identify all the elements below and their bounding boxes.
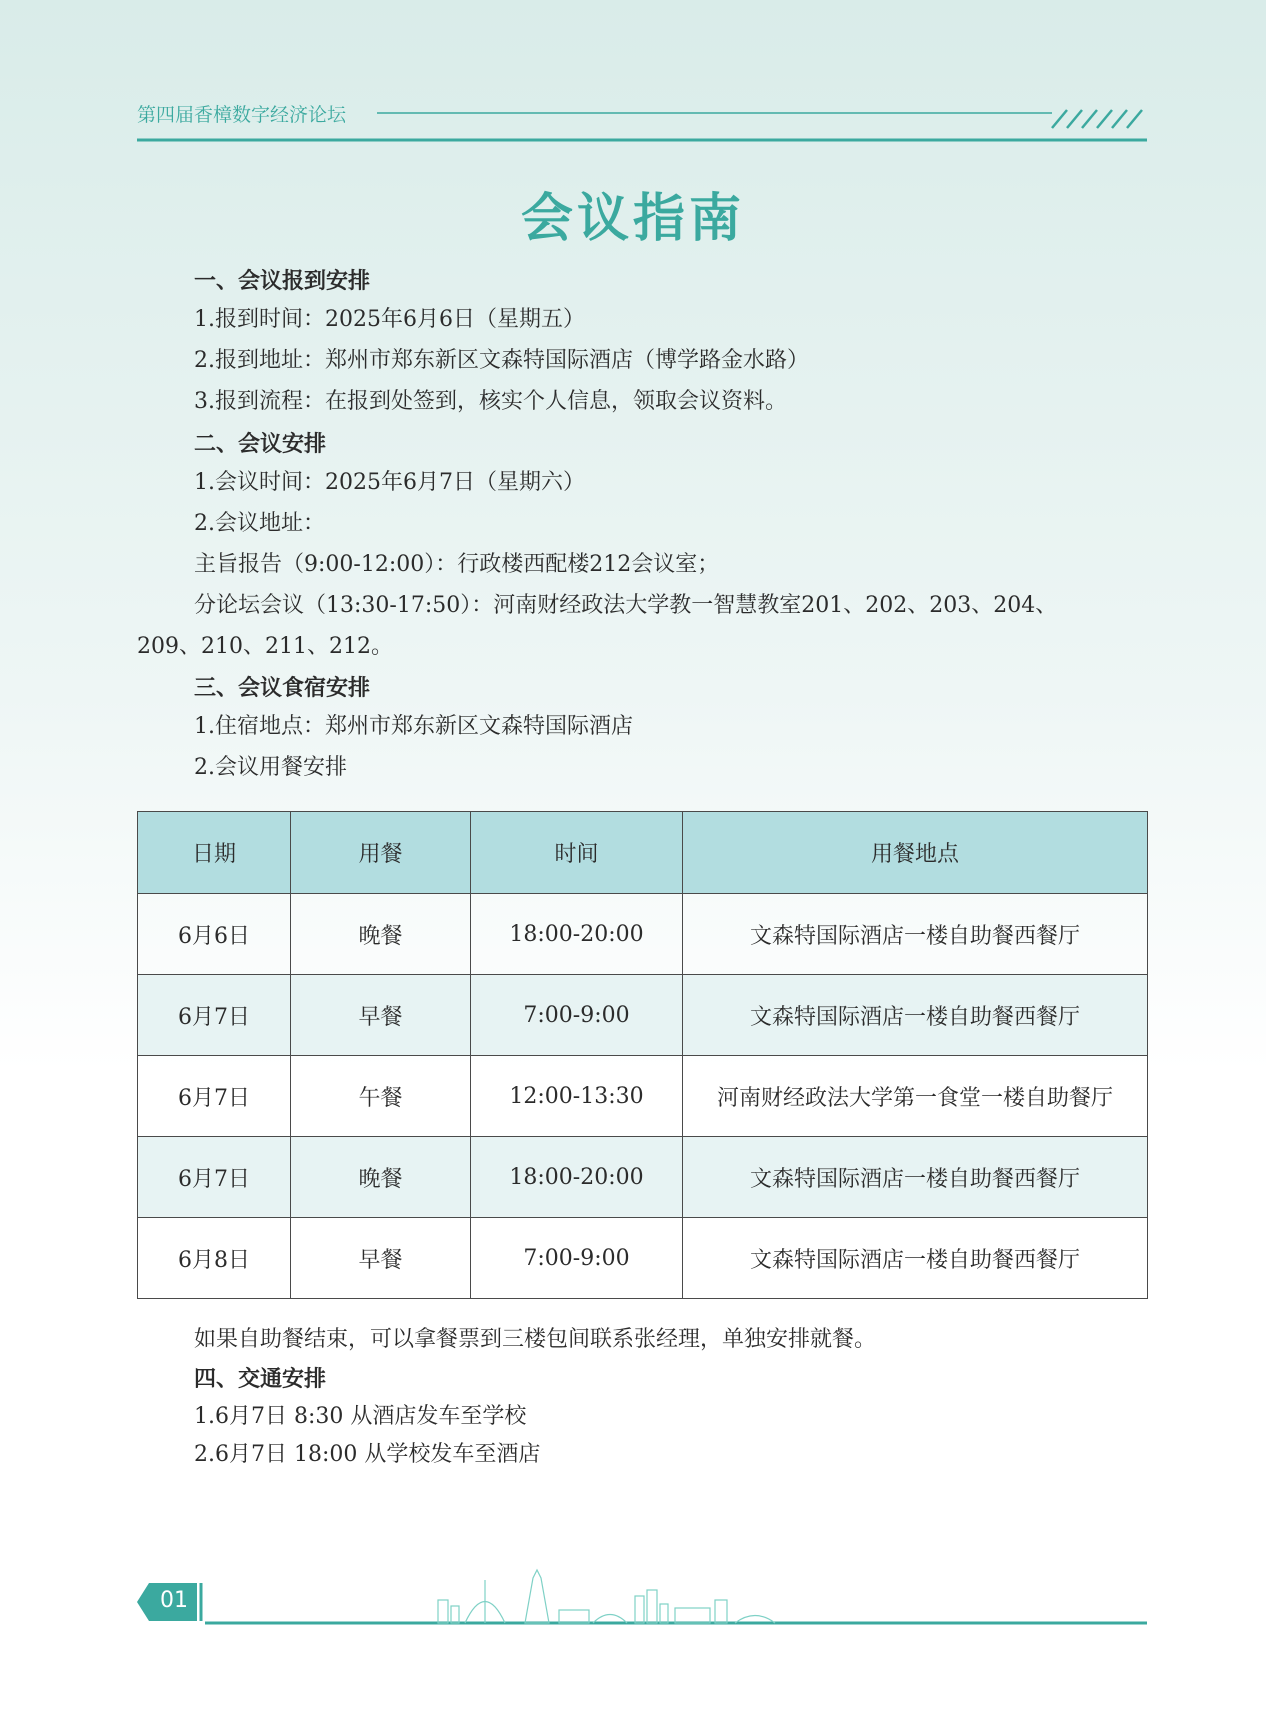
- cell-time: 7:00-9:00: [471, 1218, 683, 1299]
- city-skyline-icon: [438, 1570, 775, 1623]
- cell-location: 文森特国际酒店一楼自助餐西餐厅: [683, 1218, 1148, 1299]
- sub-forum-info: 分论坛会议（13:30-17:50）：河南财经政法大学教一智慧教室201、202、203、204、: [194, 593, 1058, 618]
- table-row: [138, 1056, 1148, 1137]
- cell-date: 6月8日: [138, 1218, 291, 1299]
- meeting-address-label: 2.会议地址：: [194, 511, 325, 536]
- section-heading-transport: 四、交通安排: [194, 1367, 327, 1392]
- cell-location: 河南财经政法大学第一食堂一楼自助餐厅: [683, 1056, 1148, 1137]
- cell-date: 6月7日: [138, 975, 291, 1056]
- cell-location: 文森特国际酒店一楼自助餐西餐厅: [683, 975, 1148, 1056]
- registration-time: 1.报到时间：2025年6月6日（星期五）: [194, 307, 585, 332]
- transport-morning: 1.6月7日 8:30 从酒店发车至学校: [194, 1404, 527, 1429]
- cell-date: 6月7日: [138, 1056, 291, 1137]
- page-number: 01: [160, 1588, 188, 1613]
- header-rule-decoration: [137, 103, 1147, 143]
- transport-evening: 2.6月7日 18:00 从学校发车至酒店: [194, 1442, 541, 1467]
- table-row: [138, 975, 1148, 1056]
- cell-meal: 晚餐: [291, 1137, 471, 1218]
- lodging-location: 1.住宿地点：郑州市郑东新区文森特国际酒店: [194, 714, 633, 739]
- footer-decoration: [135, 1560, 1147, 1630]
- column-header-date: 日期: [138, 812, 291, 894]
- cell-location: 文森特国际酒店一楼自助餐西餐厅: [683, 894, 1148, 975]
- section-heading-board-lodging: 三、会议食宿安排: [194, 676, 371, 701]
- meeting-time: 1.会议时间：2025年6月7日（星期六）: [194, 470, 585, 495]
- cell-time: 7:00-9:00: [471, 975, 683, 1056]
- cell-time: 12:00-13:30: [471, 1056, 683, 1137]
- table-row: [138, 894, 1148, 975]
- cell-meal: 午餐: [291, 1056, 471, 1137]
- column-header-meal: 用餐: [291, 812, 471, 894]
- cell-location: 文森特国际酒店一楼自助餐西餐厅: [683, 1137, 1148, 1218]
- cell-date: 6月7日: [138, 1137, 291, 1218]
- sub-forum-info-continued: 209、210、211、212。: [137, 634, 393, 659]
- column-header-time: 时间: [471, 812, 683, 894]
- section-heading-registration: 一、会议报到安排: [194, 269, 371, 294]
- cell-meal: 晚餐: [291, 894, 471, 975]
- running-header-title: 第四届香樟数字经济论坛: [137, 104, 347, 126]
- cell-date: 6月6日: [138, 894, 291, 975]
- section-heading-meeting: 二、会议安排: [194, 432, 327, 457]
- cell-time: 18:00-20:00: [471, 894, 683, 975]
- cell-meal: 早餐: [291, 975, 471, 1056]
- cell-meal: 早餐: [291, 1218, 471, 1299]
- table-header-row: [138, 812, 1148, 894]
- registration-process: 3.报到流程：在报到处签到，核实个人信息，领取会议资料。: [194, 389, 787, 414]
- column-header-location: 用餐地点: [683, 812, 1148, 894]
- meal-schedule-table: [137, 811, 1148, 1299]
- page-title: 会议指南: [520, 189, 745, 249]
- keynote-info: 主旨报告（9:00-12:00）：行政楼西配楼212会议室；: [194, 552, 720, 577]
- registration-address: 2.报到地址：郑州市郑东新区文森特国际酒店（博学路金水路）: [194, 348, 809, 373]
- table-row: [138, 1137, 1148, 1218]
- table-row: [138, 1218, 1148, 1299]
- cell-time: 18:00-20:00: [471, 1137, 683, 1218]
- meal-arrangement-label: 2.会议用餐安排: [194, 755, 347, 780]
- meal-note: 如果自助餐结束，可以拿餐票到三楼包间联系张经理，单独安排就餐。: [194, 1327, 877, 1352]
